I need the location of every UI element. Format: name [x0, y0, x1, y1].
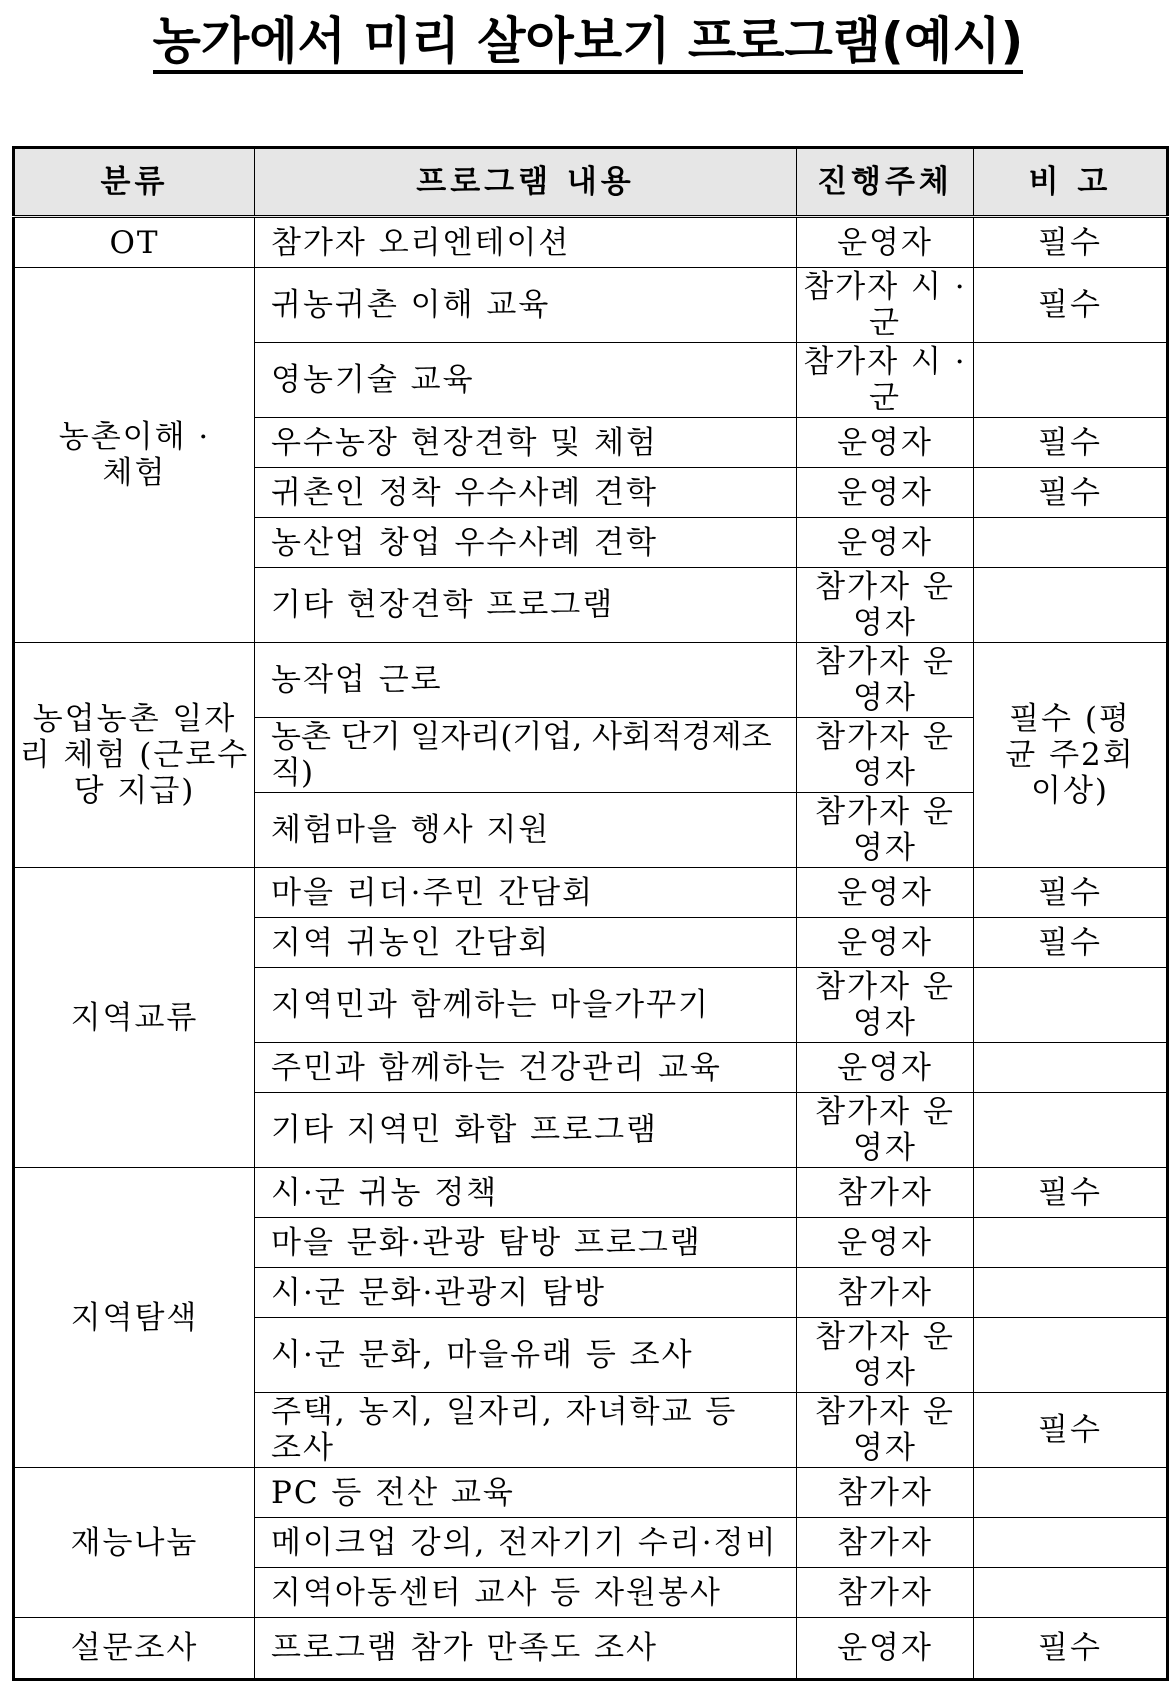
table-row — [14, 217, 1168, 268]
header-content: 프로그램 내용 — [255, 148, 797, 217]
content-cell: 시·군 문화, 마을유래 등 조사 — [255, 1318, 797, 1393]
category-cell: 지역교류 — [14, 868, 255, 1168]
note-cell: 필수 — [974, 217, 1168, 268]
header-note: 비 고 — [974, 148, 1168, 217]
organizer-cell: 참가자 운영자 — [797, 1093, 974, 1168]
organizer-cell: 운영자 — [797, 918, 974, 968]
note-cell: 필수 (평균 주2회 이상) — [974, 643, 1168, 868]
organizer-cell: 참가자 시 · 군 — [797, 268, 974, 343]
content-cell: 참가자 오리엔테이션 — [255, 217, 797, 268]
content-cell: 기타 지역민 화합 프로그램 — [255, 1093, 797, 1168]
organizer-cell: 운영자 — [797, 868, 974, 918]
organizer-cell: 참가자 운영자 — [797, 793, 974, 868]
header-organizer: 진행주체 — [797, 148, 974, 217]
content-cell: 지역민과 함께하는 마을가꾸기 — [255, 968, 797, 1043]
note-cell — [974, 1518, 1168, 1568]
organizer-cell: 운영자 — [797, 468, 974, 518]
category-cell: 설문조사 — [14, 1618, 255, 1680]
note-cell: 필수 — [974, 868, 1168, 918]
note-cell — [974, 1568, 1168, 1618]
header-category: 분류 — [14, 148, 255, 217]
content-cell: 영농기술 교육 — [255, 343, 797, 418]
note-cell — [974, 1468, 1168, 1518]
table-row — [14, 868, 1168, 918]
table-row — [14, 1468, 1168, 1518]
content-cell: 주택, 농지, 일자리, 자녀학교 등 조사 — [255, 1393, 797, 1468]
note-cell — [974, 968, 1168, 1043]
note-cell: 필수 — [974, 1618, 1168, 1680]
organizer-cell: 참가자 운영자 — [797, 1318, 974, 1393]
organizer-cell: 운영자 — [797, 518, 974, 568]
note-cell — [974, 343, 1168, 418]
content-cell: 농작업 근로 — [255, 643, 797, 718]
note-cell: 필수 — [974, 468, 1168, 518]
content-cell: 농산업 창업 우수사례 견학 — [255, 518, 797, 568]
organizer-cell: 참가자 — [797, 1568, 974, 1618]
organizer-cell: 참가자 운영자 — [797, 568, 974, 643]
content-cell: 귀농귀촌 이해 교육 — [255, 268, 797, 343]
content-cell: 마을 리더·주민 간담회 — [255, 868, 797, 918]
note-cell: 필수 — [974, 1168, 1168, 1218]
content-cell: 메이크업 강의, 전자기기 수리·정비 — [255, 1518, 797, 1568]
table-row — [14, 643, 1168, 718]
organizer-cell: 참가자 운영자 — [797, 1393, 974, 1468]
table-header-row — [14, 148, 1168, 217]
content-cell: 우수농장 현장견학 및 체험 — [255, 418, 797, 468]
organizer-cell: 참가자 운영자 — [797, 718, 974, 793]
page-title-text: 농가에서 미리 살아보기 프로그램(예시) — [153, 12, 1024, 74]
organizer-cell: 운영자 — [797, 418, 974, 468]
content-cell: PC 등 전산 교육 — [255, 1468, 797, 1518]
table-row — [14, 1618, 1168, 1680]
category-cell: OT — [14, 217, 255, 268]
content-cell: 마을 문화·관광 탐방 프로그램 — [255, 1218, 797, 1268]
content-cell: 귀촌인 정착 우수사례 견학 — [255, 468, 797, 518]
organizer-cell: 운영자 — [797, 217, 974, 268]
content-cell: 농촌 단기 일자리(기업, 사회적경제조직) — [255, 718, 797, 793]
note-cell — [974, 568, 1168, 643]
program-table — [12, 146, 1169, 1681]
category-cell: 농업농촌 일자리 체험 (근로수당 지급) — [14, 643, 255, 868]
table-row — [14, 1168, 1168, 1218]
content-cell: 프로그램 참가 만족도 조사 — [255, 1618, 797, 1680]
organizer-cell: 참가자 운영자 — [797, 643, 974, 718]
note-cell — [974, 518, 1168, 568]
note-cell — [974, 1318, 1168, 1393]
organizer-cell: 운영자 — [797, 1618, 974, 1680]
content-cell: 지역 귀농인 간담회 — [255, 918, 797, 968]
table-row — [14, 268, 1168, 343]
content-cell: 시·군 문화·관광지 탐방 — [255, 1268, 797, 1318]
note-cell — [974, 1218, 1168, 1268]
note-cell — [974, 1268, 1168, 1318]
note-cell — [974, 1043, 1168, 1093]
organizer-cell: 운영자 — [797, 1043, 974, 1093]
content-cell: 주민과 함께하는 건강관리 교육 — [255, 1043, 797, 1093]
content-cell: 지역아동센터 교사 등 자원봉사 — [255, 1568, 797, 1618]
note-cell — [974, 1093, 1168, 1168]
organizer-cell: 참가자 운영자 — [797, 968, 974, 1043]
note-cell: 필수 — [974, 418, 1168, 468]
content-cell: 체험마을 행사 지원 — [255, 793, 797, 868]
content-cell: 시·군 귀농 정책 — [255, 1168, 797, 1218]
category-cell: 농촌이해 · 체험 — [14, 268, 255, 643]
note-cell: 필수 — [974, 1393, 1168, 1468]
organizer-cell: 참가자 — [797, 1468, 974, 1518]
organizer-cell: 참가자 시 · 군 — [797, 343, 974, 418]
organizer-cell: 운영자 — [797, 1218, 974, 1268]
organizer-cell: 참가자 — [797, 1168, 974, 1218]
note-cell: 필수 — [974, 918, 1168, 968]
organizer-cell: 참가자 — [797, 1268, 974, 1318]
category-cell: 지역탐색 — [14, 1168, 255, 1468]
organizer-cell: 참가자 — [797, 1518, 974, 1568]
note-cell: 필수 — [974, 268, 1168, 343]
page-title — [0, 6, 1176, 76]
content-cell: 기타 현장견학 프로그램 — [255, 568, 797, 643]
category-cell: 재능나눔 — [14, 1468, 255, 1618]
